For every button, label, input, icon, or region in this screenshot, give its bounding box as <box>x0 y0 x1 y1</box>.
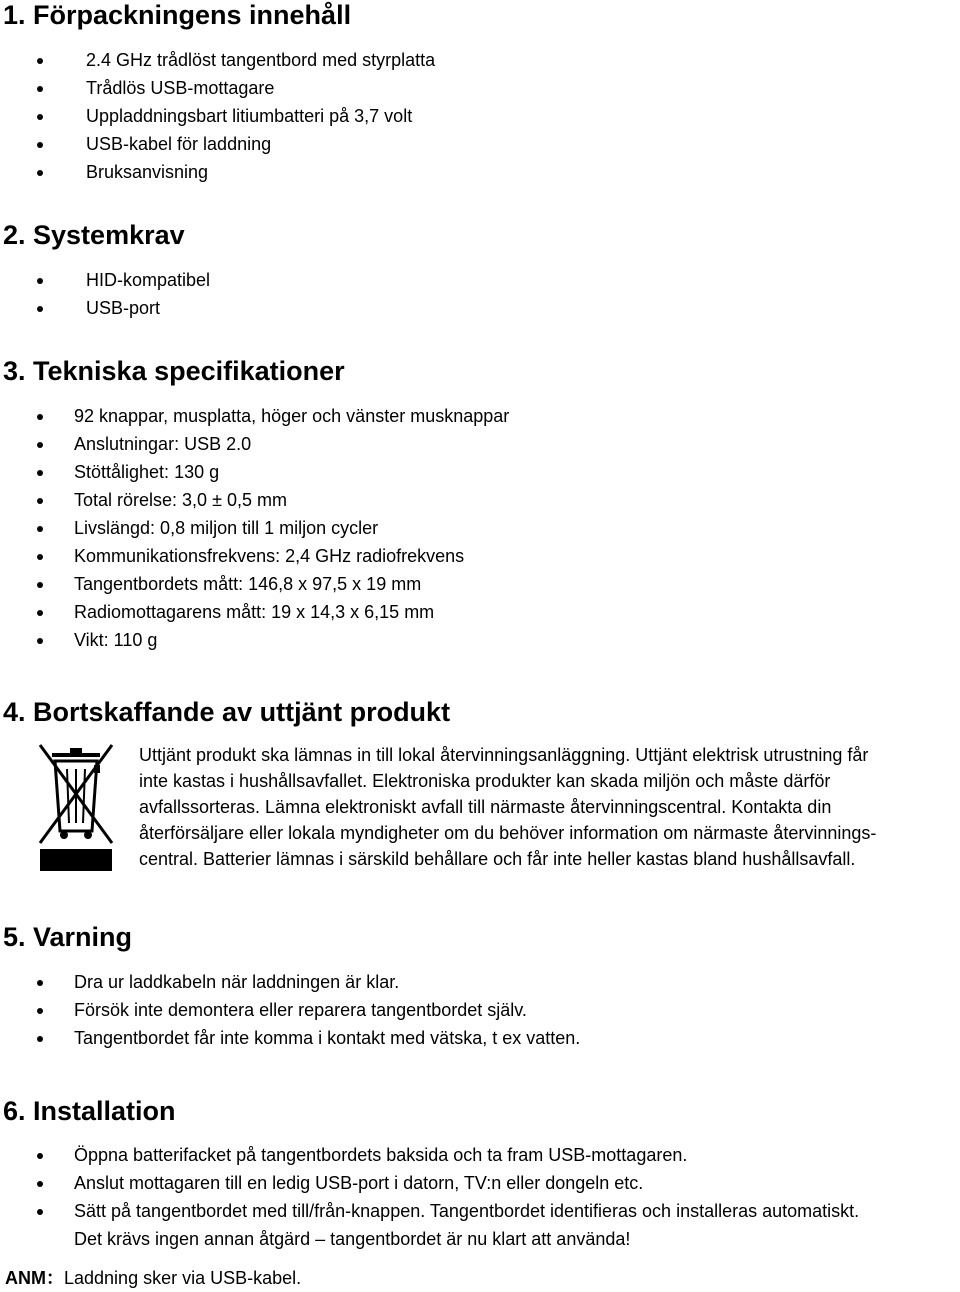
heading-warning: 5. Varning <box>3 922 133 952</box>
disposal-text <box>139 742 959 872</box>
heading-disposal: 4. Bortskaffande av uttjänt produkt <box>3 697 451 727</box>
list-item: Bruksanvisning <box>0 158 435 186</box>
installation-continuation: Det krävs ingen annan åtgärd – tangentbordet är nu klart att använda! <box>74 1229 631 1249</box>
list-item: Uppladdningsbart litiumbatteri på 3,7 volt <box>0 102 435 130</box>
list-item: Anslut mottagaren till en ledig USB-port i datorn, TV:n eller dongeln etc. <box>0 1169 859 1197</box>
contents-list <box>0 46 435 186</box>
list-item: Tangentbordet får inte komma i kontakt med vätska, t ex vatten. <box>0 1024 580 1052</box>
note <box>5 1264 301 1292</box>
list-item: Tangentbordets mått: 146,8 x 97,5 x 19 mm <box>0 570 509 598</box>
disposal-line: återförsäljare eller lokala myndigheter om du behöver information om närmaste återvinnings- <box>139 823 877 843</box>
list-item: 2.4 GHz trådlöst tangentbord med styrplatta <box>0 46 435 74</box>
list-item: Sätt på tangentbordet med till/från-knappen. Tangentbordet identifieras och installeras automatiskt. <box>0 1197 859 1225</box>
list-item: Trådlös USB-mottagare <box>0 74 435 102</box>
warning-list <box>0 968 580 1052</box>
list-item: Försök inte demontera eller reparera tangentbordet själv. <box>0 996 580 1024</box>
list-item: Livslängd: 0,8 miljon till 1 miljon cycler <box>0 514 509 542</box>
list-item: USB-port <box>0 294 210 322</box>
disposal-line: central. Batterier lämnas i särskild behållare och får inte heller kastas bland hushållsavfall. <box>139 849 856 869</box>
requirements-list <box>0 266 210 322</box>
note-text: Laddning sker via USB-kabel. <box>64 1268 302 1288</box>
heading-installation: 6. Installation <box>3 1096 176 1126</box>
list-item: HID-kompatibel <box>0 266 210 294</box>
list-item: Anslutningar: USB 2.0 <box>0 430 509 458</box>
list-item: Radiomottagarens mått: 19 x 14,3 x 6,15 mm <box>0 598 509 626</box>
heading-specifications: 3. Tekniska specifikationer <box>3 356 345 386</box>
list-item: Kommunikationsfrekvens: 2,4 GHz radiofrekvens <box>0 542 509 570</box>
heading-contents: 1. Förpackningens innehåll <box>3 0 352 30</box>
list-item: 92 knappar, musplatta, höger och vänster musknappar <box>0 402 509 430</box>
list-item: Dra ur laddkabeln när laddningen är klar. <box>0 968 580 996</box>
disposal-line: Uttjänt produkt ska lämnas in till lokal återvinningsanläggning. Uttjänt elektrisk utrustning får <box>139 745 869 765</box>
list-item: USB-kabel för laddning <box>0 130 435 158</box>
note-label: ANM： <box>5 1268 64 1288</box>
heading-system-requirements: 2. Systemkrav <box>3 220 185 250</box>
list-item: Total rörelse: 3,0 ± 0,5 mm <box>0 486 509 514</box>
disposal-line: inte kastas i hushållsavfallet. Elektroniska produkter kan skada miljön och måste därför <box>139 771 831 791</box>
specifications-list <box>0 402 509 654</box>
list-item: Stöttålighet: 130 g <box>0 458 509 486</box>
disposal-line: avfallssorteras. Lämna elektroniskt avfall till närmaste återvinningscentral. Kontakta din <box>139 797 832 817</box>
list-item: Öppna batterifacket på tangentbordets baksida och ta fram USB-mottagaren. <box>0 1141 859 1169</box>
list-item: Vikt: 110 g <box>0 626 509 654</box>
installation-list <box>0 1141 859 1225</box>
crossed-out-wheelie-bin-icon <box>36 743 116 871</box>
